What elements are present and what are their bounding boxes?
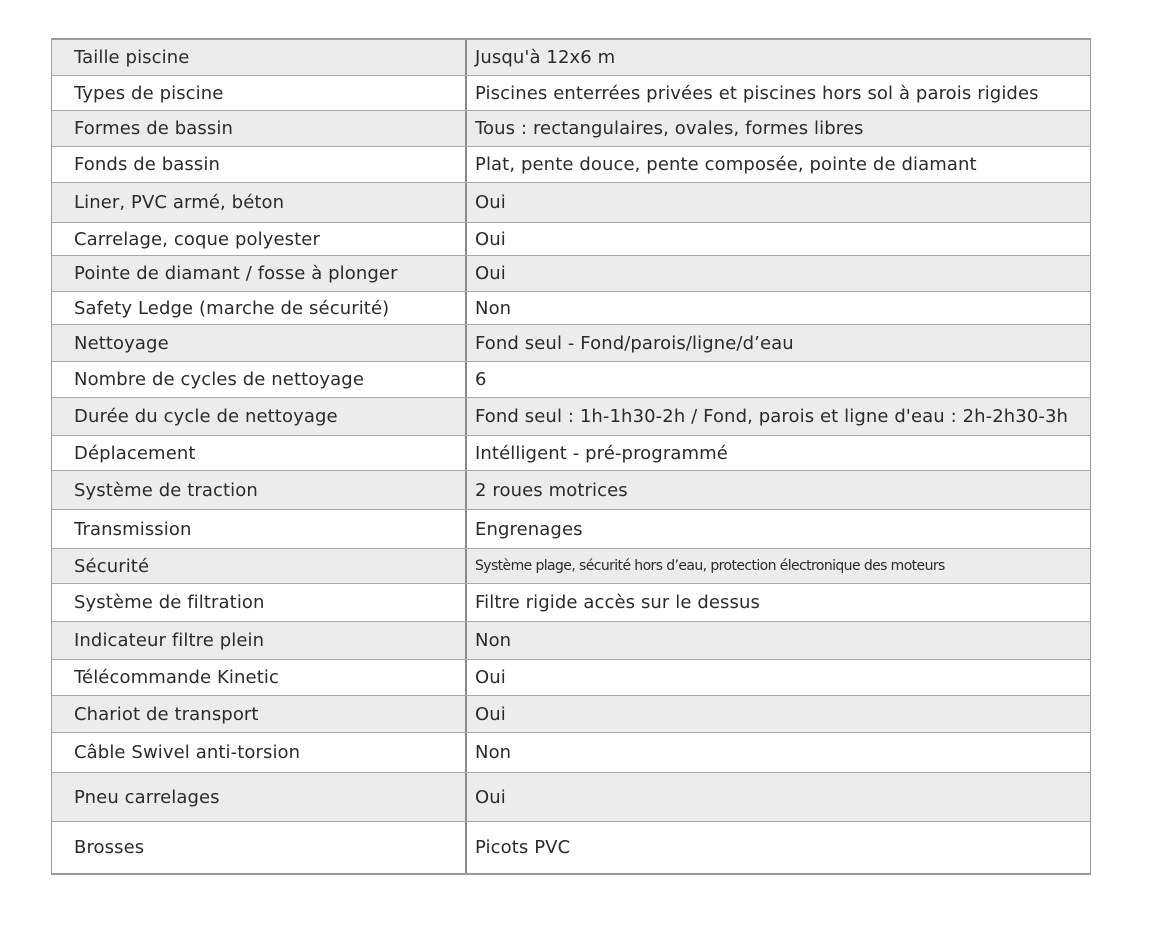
spec-label: Système de traction [52, 471, 467, 509]
table-row [52, 773, 1090, 822]
table-row [52, 660, 1090, 696]
spec-value: Système plage, sécurité hors d’eau, protection électronique des moteurs [475, 558, 945, 574]
spec-table [51, 38, 1091, 875]
table-row [52, 40, 1090, 76]
spec-value: 6 [475, 369, 487, 390]
table-row [52, 549, 1090, 584]
table-row [52, 183, 1090, 223]
table-row [52, 76, 1090, 111]
spec-value: Picots PVC [475, 837, 571, 858]
spec-value: Oui [475, 192, 506, 213]
spec-value: 2 roues motrices [475, 479, 628, 501]
spec-value: Plat, pente douce, pente composée, pointe de diamant [475, 154, 977, 175]
spec-value: Non [475, 742, 512, 763]
spec-value: Filtre rigide accès sur le dessus [475, 592, 760, 613]
spec-value: Oui [475, 263, 506, 284]
spec-label: Indicateur filtre plein [52, 622, 467, 659]
spec-label: Pneu carrelages [52, 773, 467, 821]
table-row [52, 398, 1090, 436]
table-row [52, 471, 1090, 510]
spec-value: Tous : rectangulaires, ovales, formes libres [475, 118, 864, 139]
table-row [52, 436, 1090, 471]
spec-label: Nombre de cycles de nettoyage [52, 362, 467, 397]
table-row [52, 622, 1090, 660]
spec-label: Formes de bassin [52, 111, 467, 146]
spec-value: Oui [475, 703, 506, 725]
spec-value: Jusqu'à 12x6 m [475, 47, 616, 68]
spec-label: Types de piscine [52, 76, 467, 110]
spec-value: Oui [475, 667, 506, 688]
spec-label: Liner, PVC armé, béton [52, 183, 467, 222]
spec-value: Engrenages [475, 518, 583, 540]
table-row [52, 292, 1090, 325]
spec-label: Nettoyage [52, 325, 467, 361]
spec-label: Safety Ledge (marche de sécurité) [52, 292, 467, 324]
spec-value: Fond seul : 1h-1h30-2h / Fond, parois et ligne d'eau : 2h-2h30-3h [475, 406, 1069, 427]
table-row [52, 584, 1090, 622]
table-row [52, 256, 1090, 292]
spec-value: Non [475, 297, 512, 319]
spec-label: Taille piscine [52, 40, 467, 75]
spec-label: Système de filtration [52, 584, 467, 621]
spec-value: Fond seul - Fond/parois/ligne/d’eau [475, 332, 794, 354]
spec-label: Fonds de bassin [52, 147, 467, 182]
spec-label: Brosses [52, 822, 467, 873]
table-row [52, 696, 1090, 733]
table-row [52, 733, 1090, 773]
spec-value: Non [475, 630, 512, 651]
spec-label: Télécommande Kinetic [52, 660, 467, 695]
spec-label: Câble Swivel anti-torsion [52, 733, 467, 772]
table-row [52, 325, 1090, 362]
spec-value: Piscines enterrées privées et piscines hors sol à parois rigides [475, 82, 1039, 104]
table-row [52, 822, 1090, 873]
spec-label: Pointe de diamant / fosse à plonger [52, 256, 467, 291]
spec-label: Déplacement [52, 436, 467, 470]
spec-label: Carrelage, coque polyester [52, 223, 467, 255]
spec-value: Oui [475, 786, 506, 808]
spec-value: Oui [475, 228, 506, 250]
table-row [52, 362, 1090, 398]
spec-label: Sécurité [52, 549, 467, 583]
spec-label: Durée du cycle de nettoyage [52, 398, 467, 435]
table-row [52, 510, 1090, 549]
spec-label: Chariot de transport [52, 696, 467, 732]
table-row [52, 223, 1090, 256]
table-row [52, 111, 1090, 147]
table-row [52, 147, 1090, 183]
spec-value: Intélligent - pré-programmé [475, 442, 728, 464]
spec-label: Transmission [52, 510, 467, 548]
